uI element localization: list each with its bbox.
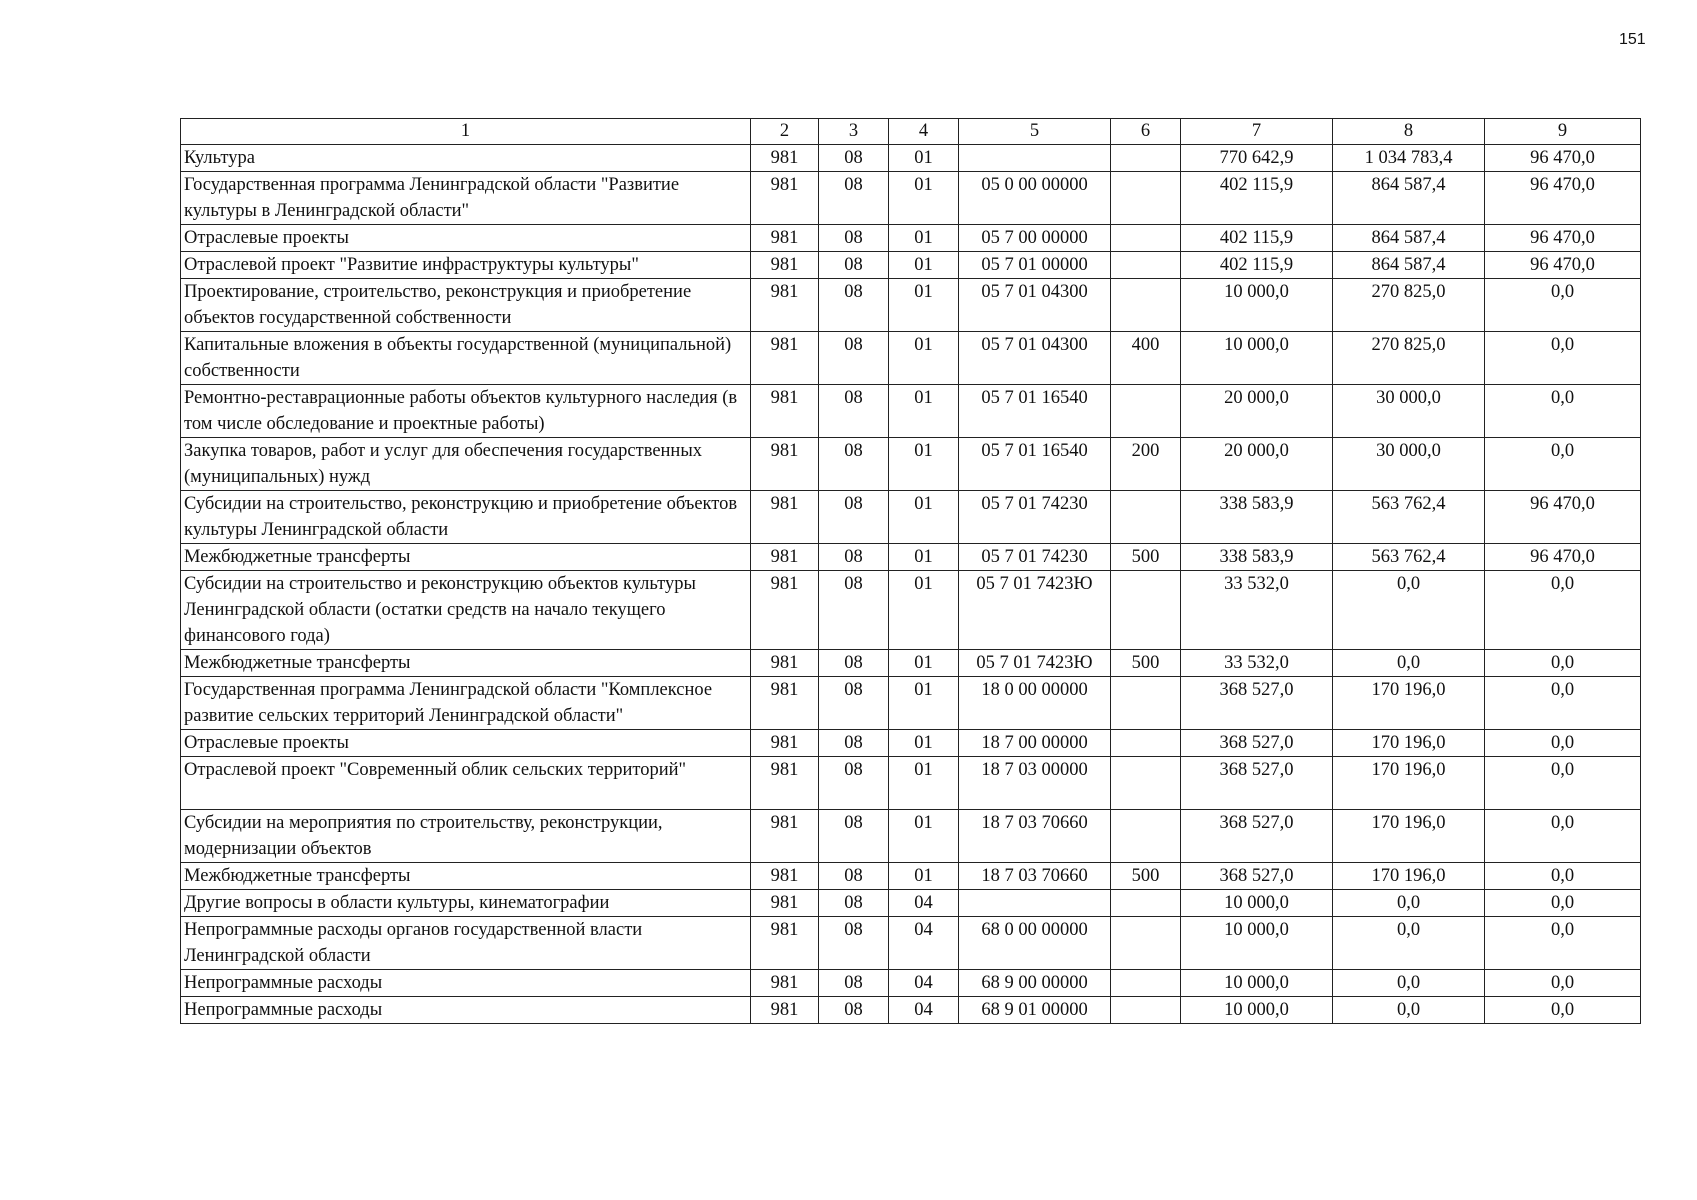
table-row	[181, 332, 1641, 385]
code-column-2: 981	[751, 757, 819, 810]
row-name: Проектирование, строительство, реконструкция и приобретение объектов государственной собственности	[181, 279, 751, 332]
row-name: Капитальные вложения в объекты государственной (муниципальной) собственности	[181, 332, 751, 385]
amount-column-7: 20 000,0	[1181, 385, 1333, 438]
table-row	[181, 145, 1641, 172]
code-column-4: 01	[889, 332, 959, 385]
code-column-5: 05 7 01 16540	[959, 385, 1111, 438]
amount-column-7: 10 000,0	[1181, 970, 1333, 997]
page-number: 151	[1619, 31, 1646, 48]
code-column-5: 05 7 01 7423Ю	[959, 571, 1111, 650]
code-column-4: 01	[889, 730, 959, 757]
code-column-2: 981	[751, 279, 819, 332]
code-column-4: 01	[889, 571, 959, 650]
amount-column-8: 864 587,4	[1333, 252, 1485, 279]
table-row	[181, 225, 1641, 252]
amount-column-8: 0,0	[1333, 571, 1485, 650]
amount-column-9: 96 470,0	[1485, 172, 1641, 225]
code-column-6: 500	[1111, 863, 1181, 890]
code-column-6	[1111, 571, 1181, 650]
code-column-3: 08	[819, 997, 889, 1024]
table-row	[181, 863, 1641, 890]
amount-column-7: 368 527,0	[1181, 677, 1333, 730]
amount-column-8: 170 196,0	[1333, 810, 1485, 863]
amount-column-9: 0,0	[1485, 571, 1641, 650]
row-name: Государственная программа Ленинградской области "Комплексное развитие сельских территорий Ленинградской области"	[181, 677, 751, 730]
code-column-6	[1111, 890, 1181, 917]
code-column-6: 500	[1111, 544, 1181, 571]
code-column-3: 08	[819, 917, 889, 970]
amount-column-7: 33 532,0	[1181, 650, 1333, 677]
code-column-6	[1111, 252, 1181, 279]
code-column-4: 01	[889, 650, 959, 677]
table-row	[181, 997, 1641, 1024]
code-column-3: 08	[819, 757, 889, 810]
code-column-4: 01	[889, 863, 959, 890]
column-header: 3	[819, 119, 889, 145]
code-column-2: 981	[751, 970, 819, 997]
amount-column-9: 0,0	[1485, 677, 1641, 730]
code-column-2: 981	[751, 172, 819, 225]
table-row	[181, 172, 1641, 225]
code-column-6: 400	[1111, 332, 1181, 385]
amount-column-7: 10 000,0	[1181, 332, 1333, 385]
column-header: 9	[1485, 119, 1641, 145]
amount-column-7: 368 527,0	[1181, 810, 1333, 863]
amount-column-9: 0,0	[1485, 279, 1641, 332]
row-name: Отраслевой проект "Развитие инфраструктуры культуры"	[181, 252, 751, 279]
code-column-4: 01	[889, 225, 959, 252]
code-column-6: 200	[1111, 438, 1181, 491]
code-column-5: 05 7 01 74230	[959, 544, 1111, 571]
column-header: 5	[959, 119, 1111, 145]
code-column-5: 18 0 00 00000	[959, 677, 1111, 730]
amount-column-8: 270 825,0	[1333, 332, 1485, 385]
code-column-5: 05 7 01 04300	[959, 332, 1111, 385]
code-column-6	[1111, 279, 1181, 332]
amount-column-8: 170 196,0	[1333, 757, 1485, 810]
code-column-2: 981	[751, 145, 819, 172]
budget-table	[180, 118, 1641, 1024]
code-column-6	[1111, 810, 1181, 863]
column-header: 2	[751, 119, 819, 145]
amount-column-7: 338 583,9	[1181, 544, 1333, 571]
code-column-5: 05 7 01 00000	[959, 252, 1111, 279]
amount-column-9: 0,0	[1485, 730, 1641, 757]
amount-column-9: 0,0	[1485, 917, 1641, 970]
code-column-4: 01	[889, 145, 959, 172]
table-row	[181, 970, 1641, 997]
code-column-4: 01	[889, 279, 959, 332]
amount-column-8: 30 000,0	[1333, 438, 1485, 491]
amount-column-9: 0,0	[1485, 438, 1641, 491]
row-name: Субсидии на строительство, реконструкцию и приобретение объектов культуры Ленинградской области	[181, 491, 751, 544]
code-column-4: 01	[889, 438, 959, 491]
amount-column-9: 0,0	[1485, 890, 1641, 917]
code-column-2: 981	[751, 252, 819, 279]
amount-column-7: 10 000,0	[1181, 997, 1333, 1024]
table-row	[181, 757, 1641, 810]
amount-column-8: 1 034 783,4	[1333, 145, 1485, 172]
code-column-5: 05 0 00 00000	[959, 172, 1111, 225]
column-header: 4	[889, 119, 959, 145]
code-column-3: 08	[819, 730, 889, 757]
code-column-4: 04	[889, 970, 959, 997]
code-column-6	[1111, 172, 1181, 225]
code-column-6	[1111, 225, 1181, 252]
row-name: Отраслевой проект "Современный облик сельских территорий"	[181, 757, 751, 810]
code-column-2: 981	[751, 997, 819, 1024]
amount-column-9: 0,0	[1485, 757, 1641, 810]
amount-column-9: 0,0	[1485, 385, 1641, 438]
table-row	[181, 279, 1641, 332]
amount-column-9: 96 470,0	[1485, 544, 1641, 571]
amount-column-9: 96 470,0	[1485, 225, 1641, 252]
amount-column-8: 563 762,4	[1333, 544, 1485, 571]
amount-column-7: 33 532,0	[1181, 571, 1333, 650]
row-name: Субсидии на мероприятия по строительству, реконструкции, модернизации объектов	[181, 810, 751, 863]
amount-column-7: 10 000,0	[1181, 890, 1333, 917]
amount-column-7: 402 115,9	[1181, 225, 1333, 252]
amount-column-9: 0,0	[1485, 810, 1641, 863]
row-name: Отраслевые проекты	[181, 730, 751, 757]
code-column-5: 18 7 03 70660	[959, 863, 1111, 890]
code-column-6	[1111, 997, 1181, 1024]
code-column-2: 981	[751, 225, 819, 252]
table-row	[181, 571, 1641, 650]
table-row	[181, 385, 1641, 438]
code-column-4: 01	[889, 172, 959, 225]
amount-column-8: 864 587,4	[1333, 172, 1485, 225]
amount-column-7: 20 000,0	[1181, 438, 1333, 491]
amount-column-8: 170 196,0	[1333, 677, 1485, 730]
code-column-4: 01	[889, 810, 959, 863]
amount-column-7: 402 115,9	[1181, 252, 1333, 279]
code-column-6: 500	[1111, 650, 1181, 677]
table-row	[181, 438, 1641, 491]
code-column-4: 01	[889, 385, 959, 438]
code-column-3: 08	[819, 252, 889, 279]
code-column-2: 981	[751, 863, 819, 890]
code-column-5: 05 7 00 00000	[959, 225, 1111, 252]
table-row	[181, 730, 1641, 757]
amount-column-8: 864 587,4	[1333, 225, 1485, 252]
code-column-3: 08	[819, 677, 889, 730]
amount-column-9: 96 470,0	[1485, 145, 1641, 172]
table-row	[181, 677, 1641, 730]
code-column-5: 68 9 00 00000	[959, 970, 1111, 997]
row-name: Отраслевые проекты	[181, 225, 751, 252]
code-column-6	[1111, 491, 1181, 544]
row-name: Другие вопросы в области культуры, кинематографии	[181, 890, 751, 917]
code-column-4: 01	[889, 491, 959, 544]
code-column-2: 981	[751, 650, 819, 677]
table-row	[181, 491, 1641, 544]
code-column-4: 04	[889, 997, 959, 1024]
amount-column-9: 0,0	[1485, 650, 1641, 677]
code-column-5: 68 0 00 00000	[959, 917, 1111, 970]
code-column-2: 981	[751, 677, 819, 730]
code-column-2: 981	[751, 917, 819, 970]
code-column-4: 01	[889, 544, 959, 571]
column-header: 6	[1111, 119, 1181, 145]
column-header: 8	[1333, 119, 1485, 145]
amount-column-8: 170 196,0	[1333, 730, 1485, 757]
code-column-5: 05 7 01 16540	[959, 438, 1111, 491]
amount-column-7: 10 000,0	[1181, 279, 1333, 332]
amount-column-8: 0,0	[1333, 970, 1485, 997]
code-column-2: 981	[751, 730, 819, 757]
amount-column-9: 0,0	[1485, 970, 1641, 997]
code-column-3: 08	[819, 970, 889, 997]
amount-column-8: 170 196,0	[1333, 863, 1485, 890]
amount-column-8: 0,0	[1333, 917, 1485, 970]
code-column-6	[1111, 757, 1181, 810]
code-column-4: 01	[889, 757, 959, 810]
amount-column-9: 0,0	[1485, 863, 1641, 890]
table-row	[181, 252, 1641, 279]
code-column-3: 08	[819, 438, 889, 491]
table-row	[181, 917, 1641, 970]
amount-column-7: 338 583,9	[1181, 491, 1333, 544]
row-name: Непрограммные расходы	[181, 997, 751, 1024]
code-column-2: 981	[751, 438, 819, 491]
code-column-5: 05 7 01 74230	[959, 491, 1111, 544]
row-name: Государственная программа Ленинградской области "Развитие культуры в Ленинградской области"	[181, 172, 751, 225]
amount-column-8: 563 762,4	[1333, 491, 1485, 544]
amount-column-8: 30 000,0	[1333, 385, 1485, 438]
amount-column-7: 402 115,9	[1181, 172, 1333, 225]
table-row	[181, 890, 1641, 917]
row-name: Субсидии на строительство и реконструкцию объектов культуры Ленинградской области (остатки средств на начало текущего финансового года)	[181, 571, 751, 650]
code-column-5: 05 7 01 04300	[959, 279, 1111, 332]
code-column-3: 08	[819, 650, 889, 677]
row-name: Межбюджетные трансферты	[181, 863, 751, 890]
code-column-3: 08	[819, 145, 889, 172]
code-column-5	[959, 145, 1111, 172]
code-column-4: 01	[889, 677, 959, 730]
code-column-4: 04	[889, 890, 959, 917]
amount-column-9: 0,0	[1485, 997, 1641, 1024]
code-column-6	[1111, 730, 1181, 757]
amount-column-8: 0,0	[1333, 650, 1485, 677]
code-column-5: 18 7 03 00000	[959, 757, 1111, 810]
code-column-5	[959, 890, 1111, 917]
code-column-3: 08	[819, 810, 889, 863]
code-column-3: 08	[819, 279, 889, 332]
amount-column-9: 0,0	[1485, 332, 1641, 385]
code-column-3: 08	[819, 172, 889, 225]
code-column-5: 18 7 03 70660	[959, 810, 1111, 863]
code-column-2: 981	[751, 890, 819, 917]
code-column-3: 08	[819, 491, 889, 544]
row-name: Межбюджетные трансферты	[181, 544, 751, 571]
code-column-2: 981	[751, 571, 819, 650]
amount-column-7: 368 527,0	[1181, 730, 1333, 757]
amount-column-8: 270 825,0	[1333, 279, 1485, 332]
table-header-row	[181, 119, 1641, 145]
table-row	[181, 544, 1641, 571]
code-column-2: 981	[751, 544, 819, 571]
amount-column-8: 0,0	[1333, 890, 1485, 917]
row-name: Непрограммные расходы	[181, 970, 751, 997]
table-row	[181, 650, 1641, 677]
code-column-6	[1111, 385, 1181, 438]
code-column-3: 08	[819, 890, 889, 917]
amount-column-7: 770 642,9	[1181, 145, 1333, 172]
code-column-5: 18 7 00 00000	[959, 730, 1111, 757]
column-header: 1	[181, 119, 751, 145]
amount-column-7: 10 000,0	[1181, 917, 1333, 970]
code-column-4: 04	[889, 917, 959, 970]
code-column-5: 68 9 01 00000	[959, 997, 1111, 1024]
amount-column-7: 368 527,0	[1181, 757, 1333, 810]
code-column-5: 05 7 01 7423Ю	[959, 650, 1111, 677]
code-column-3: 08	[819, 385, 889, 438]
code-column-6	[1111, 970, 1181, 997]
code-column-2: 981	[751, 332, 819, 385]
amount-column-8: 0,0	[1333, 997, 1485, 1024]
code-column-4: 01	[889, 252, 959, 279]
row-name: Закупка товаров, работ и услуг для обеспечения государственных (муниципальных) нужд	[181, 438, 751, 491]
row-name: Непрограммные расходы органов государственной власти Ленинградской области	[181, 917, 751, 970]
code-column-2: 981	[751, 810, 819, 863]
amount-column-9: 96 470,0	[1485, 491, 1641, 544]
table-row	[181, 810, 1641, 863]
amount-column-7: 368 527,0	[1181, 863, 1333, 890]
code-column-2: 981	[751, 385, 819, 438]
code-column-3: 08	[819, 571, 889, 650]
row-name: Культура	[181, 145, 751, 172]
row-name: Межбюджетные трансферты	[181, 650, 751, 677]
code-column-3: 08	[819, 863, 889, 890]
code-column-3: 08	[819, 544, 889, 571]
code-column-3: 08	[819, 332, 889, 385]
code-column-6	[1111, 677, 1181, 730]
row-name: Ремонтно-реставрационные работы объектов культурного наследия (в том числе обследование и проектные работы)	[181, 385, 751, 438]
code-column-6	[1111, 917, 1181, 970]
code-column-2: 981	[751, 491, 819, 544]
amount-column-9: 96 470,0	[1485, 252, 1641, 279]
code-column-6	[1111, 145, 1181, 172]
code-column-3: 08	[819, 225, 889, 252]
column-header: 7	[1181, 119, 1333, 145]
